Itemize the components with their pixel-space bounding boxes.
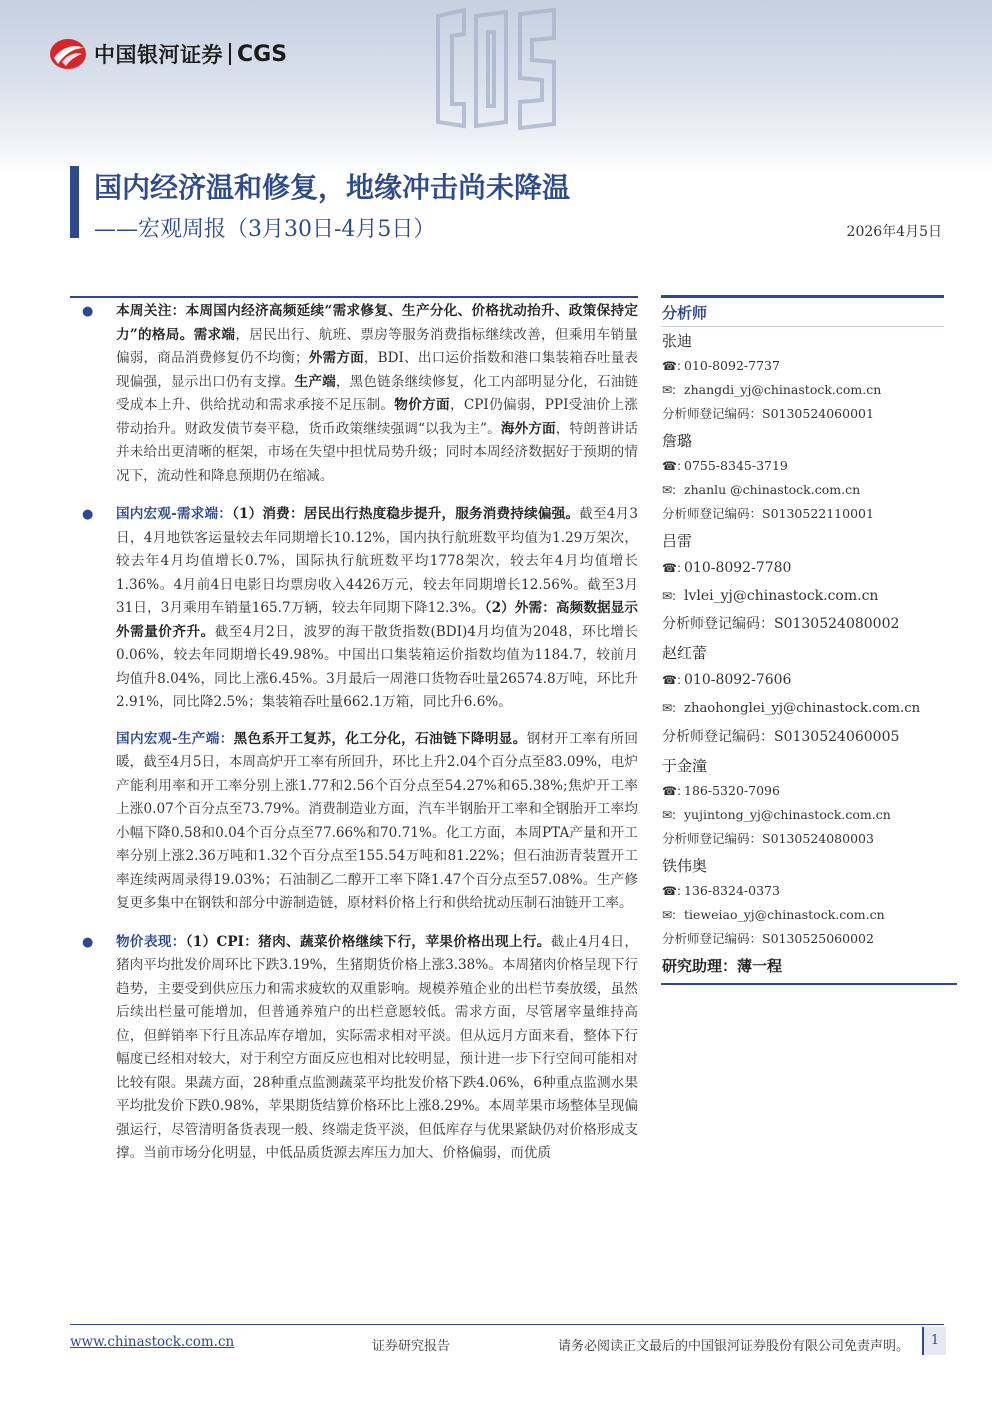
paragraph-demand [70,503,638,715]
main-top-rule [70,296,638,298]
phone-icon: ☎: [662,561,681,575]
analyst-card [662,753,944,851]
logo-brand: CGS [237,41,288,67]
bullet-dot-icon: ● [82,304,94,319]
analyst-name: 赵红蕾 [662,644,708,662]
sidebar-heading: 分析师 [662,304,708,322]
analyst-phone: 0755-8345-3719 [684,458,788,473]
analyst-phone: 010-8092-7737 [684,358,780,373]
phone-icon: ☎: [662,459,681,473]
para-text: 截至4月3日，4月地铁客运量较去年同期增长10.12%，国内执行航班数平均值为1.29万架次，较去年4月均值增长0.7%，国际执行航班数平均1778架次，较去年4月均值增长1.36%。4月前4日电影日均票房收入4426万元，较去年同期增长12.56%。截至3月31日，3月乘用车销量165.7万辆，较去年同期下降12.3%。 [116,506,638,616]
email-icon: ✉: [662,483,677,497]
analyst-email[interactable]: zhangdi_yj@chinastock.com.cn [684,382,882,397]
analyst-registration: 分析师登记编码：S0130524080003 [662,831,874,846]
para-bold: 物价方面 [394,397,450,413]
cgs-logo-icon [48,36,88,72]
analyst-email[interactable]: lvlei_yj@chinastock.com.cn [684,588,879,604]
analyst-registration: 分析师登记编码：S0130524060005 [662,729,900,745]
paragraph-production [70,728,638,916]
analyst-registration: 分析师登记编码：S0130522110001 [662,506,874,521]
analyst-name: 詹璐 [662,432,693,450]
para-text: ，黑色链条继续修复，化工内部明显分化，石油链受成本上升、供给扰动和需求承接不足压制。 [116,373,639,413]
analyst-card [662,428,944,526]
analyst-phone: 010-8092-7606 [684,672,792,688]
para-text: 截止4月4日，猪肉平均批发价周环比下跌3.19%，生猪期货价格上涨3.38%。本周猪肉价格呈现下行趋势，主要受到供应压力和需求疲软的双重影响。规模养殖企业的出栏节奏放缓，虽然后续出栏量可能增加，但普通养殖户的出栏意愿较低。需求方面，尽管屠宰量维持高位，但鲜销率下行且冻品库存增加，实际需求相对平淡。但从远月方面来看，整体下行幅度已经相对较大，对于利空方面反应也相对比较明显，预计进一步下行空间可能相对比较有限。果蔬方面，28种重点监测蔬菜平均批发价格下跌4.06%，6种重点监测水果平均批发价下跌0.98%，苹果期货结算价格环比上涨8.29%。本周苹果市场整体呈现偏强运行，尽管清明备货表现一般、终端走货平淡，但低库存与优果紧缺仍对价格形成支撑。当前市场分化明显，中低品质货源去库压力加大、价格偏弱，而优质 [116,933,638,1161]
para-bold: 海外方面 [500,420,556,437]
phone-icon: ☎: [662,673,681,687]
email-icon: ✉: [662,589,677,603]
analyst-card [662,853,944,951]
report-title: 国内经济温和修复，地缘冲击尚未降温 [94,171,571,204]
paragraph-prices [70,931,638,1166]
logo-text: 中国银河证券 [94,43,223,67]
analyst-sidebar [662,300,944,979]
company-logo[interactable] [48,36,287,72]
email-icon: ✉: [662,908,677,922]
footer-website-link[interactable]: www.chinastock.com.cn [70,1334,235,1350]
sidebar-top-rule [661,295,944,298]
phone-icon: ☎: [662,784,681,798]
para-text: 本周国内经济高频延续“需求修复、生产分化、价格扰动抬升、政策保持定力”的格局。 [116,303,638,343]
email-icon: ✉: [662,383,677,397]
header-banner [0,0,992,175]
sidebar-bottom-rule [661,983,957,985]
logo-separator [229,43,231,65]
para-bold: （1）CPI：猪肉、蔬菜价格继续下行，苹果价格出现上行。 [185,933,551,950]
para-text: ，居民出行、航班、票房等服务消费指标继续改善，但乘用车销量偏弱，商品消费修复仍不均衡； [116,326,639,366]
analyst-name: 铁伟奥 [662,857,708,875]
para-bold: 需求端 [193,326,236,343]
analyst-card [662,640,944,751]
para-label: 国内宏观-生产端： [116,730,234,747]
title-accent-bar [70,166,79,238]
analyst-phone: 186-5320-7096 [684,783,780,798]
analyst-phone: 010-8092-7780 [684,560,792,576]
analyst-email[interactable]: zhanlu @chinastock.com.cn [684,482,861,497]
para-text: 钢材开工率有所回暖，截至4月5日，本周高炉开工率有所回升，环比上升2.04个百分点至83.09%，电炉产能利用率和开工率分别上涨1.77和2.56个百分点至54.27%和65.38%;焦炉开工率上涨0.07个百分点至73.79%。消费制造业方面，汽车半钢胎开工率和全钢胎开工率均小幅下降0.58和0.04个百分点至77.66%和70.71%。化工方面，本周PTA产量和开工率分别上涨2.36万吨和1.32个百分点至155.54万吨和81.22%；但石油沥青装置开工率连续两周录得19.03%；石油制乙二醇开工率下降1.47个百分点至57.08%。生产修复更多集中在钢铁和部分中游制造链，原材料价格上行和供给扰动压制石油链开工率。 [116,730,638,911]
analyst-registration: 分析师登记编码：S0130525060002 [662,931,874,946]
para-bold: （1）消费：居民出行热度稳步提升，服务消费持续偏强。 [232,506,580,522]
para-text: ，CPI仍偏弱，PPI受油价上涨带动抬升。财政发债节奏平稳，货币政策继续强调“以我为主”。 [116,397,639,437]
analyst-card [662,328,944,426]
para-label: 国内宏观-需求端： [116,506,233,522]
footer-doc-type: 证券研究报告 [372,1339,451,1354]
analyst-registration: 分析师登记编码：S0130524080002 [662,616,900,632]
para-bold: （2）外需：高频数据显示外需量价齐升。 [116,600,638,640]
analyst-registration: 分析师登记编码：S0130524060001 [662,406,874,421]
report-subtitle: ——宏观周报（3月30日-4月5日） [94,217,436,242]
paragraph-weekly-focus [70,300,638,488]
para-bold: 外需方面 [308,350,364,366]
footer-rule [70,1324,944,1325]
phone-icon: ☎: [662,884,681,898]
analyst-phone: 136-8324-0373 [684,883,780,898]
analyst-email[interactable]: tieweiao_yj@chinastock.com.cn [684,907,885,922]
para-bold: 生产端 [294,373,336,390]
para-text: ，特朗普讲话并未给出更清晰的框架，市场在失望中担忧局势升级；同时本周经济数据好于预期的情况下，流动性和降息预期仍在缩减。 [116,420,639,484]
phone-icon: ☎: [662,359,681,373]
bullet-dot-icon: ● [82,507,94,522]
para-text: 截至4月2日，波罗的海干散货指数(BDI)4月均值为2048，环比增长0.06%，较去年同期增长49.98%。中国出口集装箱运价指数均值为1184.7，较前月均值升8.04%，同比上涨6.45%。3月最后一周港口货物吞吐量26574.8万吨，环比升2.91%，同比降2.5%；集装箱吞吐量662.1万箱，同比升6.6%。 [116,623,639,710]
main-content [70,300,638,1166]
email-icon: ✉: [662,808,677,822]
email-icon: ✉: [662,701,677,715]
research-assistant: 研究助理：薄一程 [662,957,783,975]
page-number: 1 [922,1327,946,1355]
analyst-card [662,528,944,638]
para-label: 物价表现： [116,933,186,950]
analyst-name: 于金潼 [662,757,708,775]
analyst-email[interactable]: yujintong_yj@chinastock.com.cn [684,807,891,822]
analyst-name: 吕雷 [662,532,693,550]
para-bold: 黑色系开工复苏，化工分化，石油链下降明显。 [233,730,527,747]
footer-disclaimer: 请务必阅读正文最后的中国银河证券股份有限公司免责声明。 [558,1339,910,1354]
analyst-email[interactable]: zhaohonglei_yj@chinastock.com.cn [684,701,921,716]
cgs-watermark-icon [428,4,568,132]
para-label: 本周关注： [116,303,186,319]
para-text: ，BDI、出口运价指数和港口集装箱吞吐量表现偏强，显示出口仍有支撑。 [116,350,638,390]
analyst-name: 张迪 [662,332,693,350]
report-date: 2026年4月5日 [846,224,942,240]
bullet-dot-icon: ● [82,934,94,950]
